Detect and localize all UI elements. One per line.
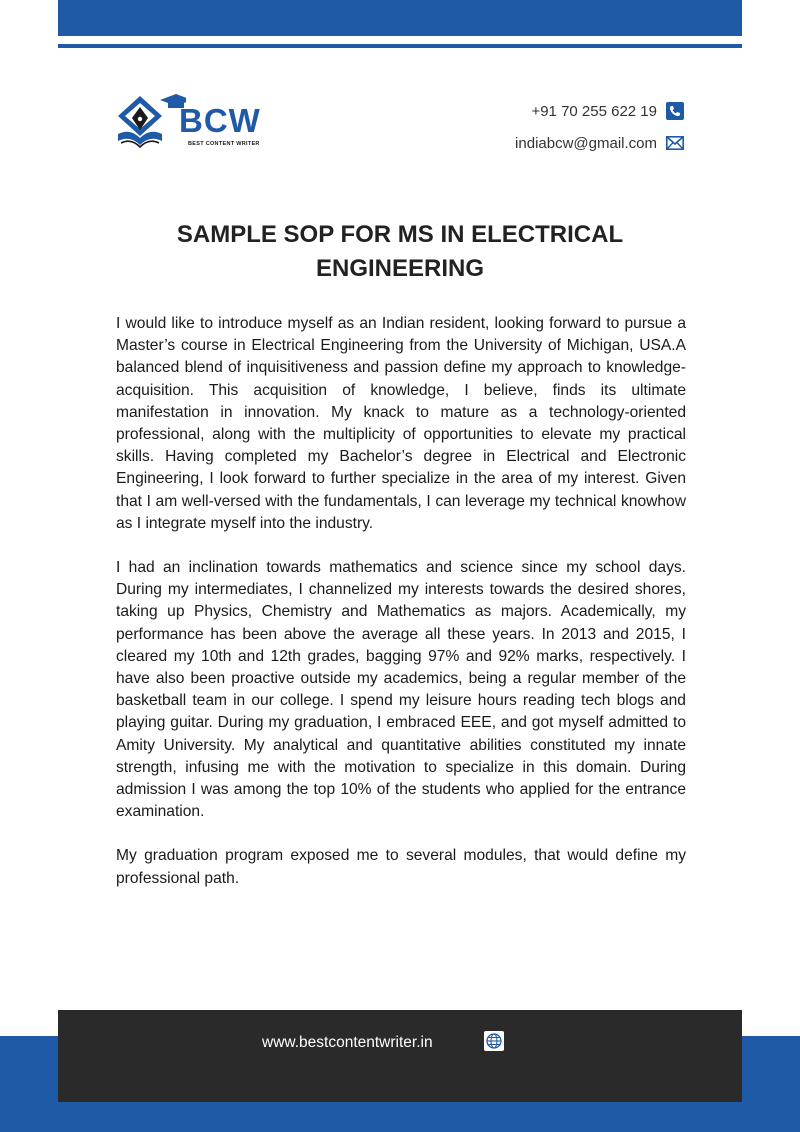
envelope-icon: [666, 134, 684, 152]
brand-name: BCW: [179, 102, 261, 139]
phone-number[interactable]: +91 70 255 622 19: [531, 102, 657, 120]
contact-block: [384, 96, 684, 160]
brand-tagline: BEST CONTENT WRITER: [188, 141, 260, 147]
email-address[interactable]: indiabcw@gmail.com: [515, 134, 657, 152]
top-banner-bar: [58, 0, 742, 36]
pen-book-logo-icon: [116, 94, 186, 158]
phone-row: [384, 96, 684, 126]
document-title: SAMPLE SOP FOR MS IN ELECTRICAL ENGINEERING: [176, 221, 624, 282]
phone-icon: [666, 102, 684, 120]
paragraph-2: I had an inclination towards mathematics and science since my school days. During my intermediates, I channelized my interests towards the desired shores, taking up Physics, Chemistry and Mathematics as majors. Academically, my performance has been above the average all these years. In 2013 and 2015, I cleared my 10th and 12th grades, bagging 97% and 92% marks, respectively. I have also been proactive outside my academics, being a regular member of the basketball team in our college. I spend my leisure hours reading tech blogs and playing guitar. During my graduation, I embraced EEE, and got myself admitted to Amity University. My analytical and quantitative abilities constituted my innate strength, infusing me with the motivation to specialize in this domain. During admission I was among the top 10% of the students who applied for the entrance examination.: [116, 559, 686, 821]
email-row: [384, 128, 684, 158]
footer-dark-panel: [58, 1010, 742, 1102]
paragraph-3: My graduation program exposed me to several modules, that would define my professional path.: [116, 847, 686, 887]
brand-logo: [116, 94, 276, 158]
document-body: [116, 313, 686, 912]
website-link[interactable]: www.bestcontentwriter.in: [262, 1034, 433, 1051]
globe-icon: [484, 1031, 504, 1051]
paragraph-1: I would like to introduce myself as an Indian resident, looking forward to pursue a Master’s course in Electrical Engineering from the University of Michigan, USA.A balanced blend of inquisitiveness and passion define my approach to knowledge-acquisition. This acquisition of knowledge, I believe, finds its ultimate manifestation in innovation. My knack to mature as a technology-oriented professional, along with the multiplicity of opportunities to elevate my practical skills. Having completed my Bachelor’s degree in Electrical and Electronic Engineering, I look forward to further specialize in the area of my interest. Given that I am well-versed with the fundamentals, I can leverage my technical knowhow as I integrate myself into the industry.: [116, 315, 686, 532]
top-rule-line: [58, 44, 742, 48]
